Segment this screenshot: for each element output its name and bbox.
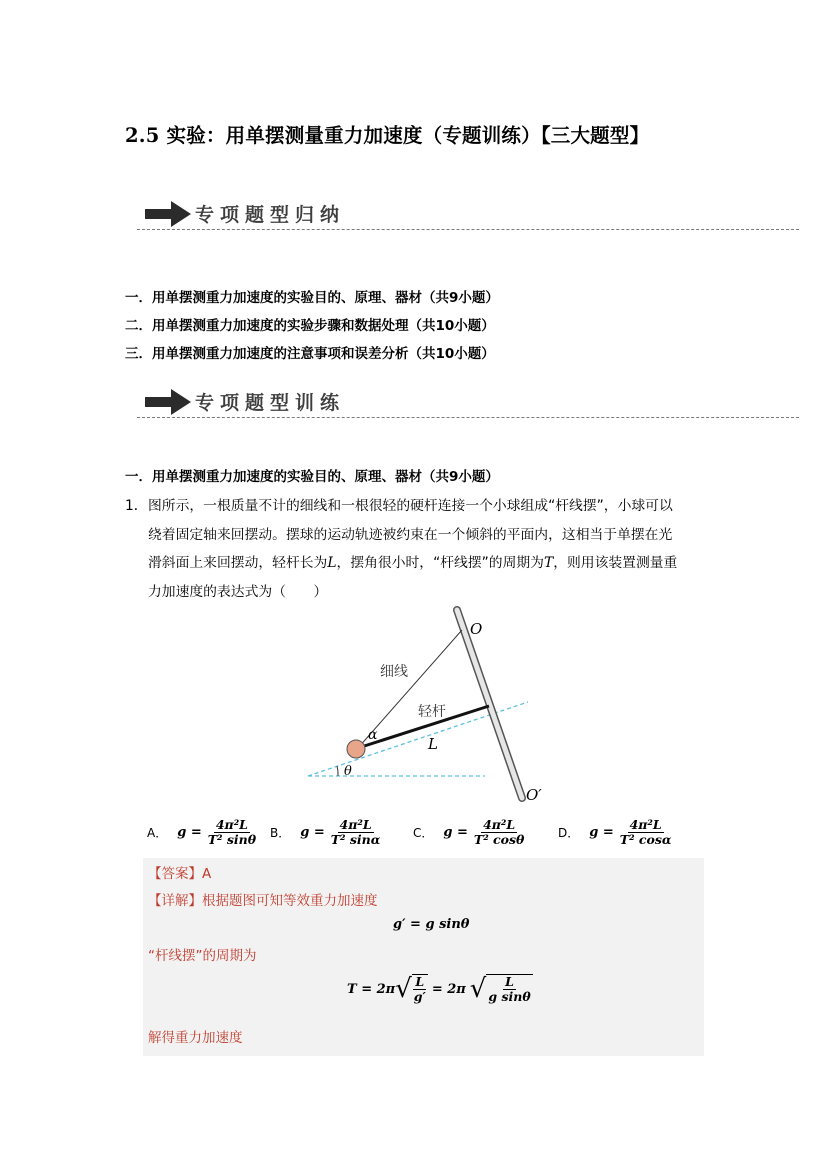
label-O-prime: O′: [526, 786, 542, 804]
option-C[interactable]: C． g = $\frac{\text{4π²L}}{\text{T² cosθ}}$: [413, 817, 525, 847]
option-B[interactable]: B． g = $\frac{\text{4π²L}}{\text{T² sinα}}$: [270, 817, 381, 847]
banner-training-label: 专项题型训练: [195, 392, 346, 414]
period-line: “杆线摆”的周期为: [148, 948, 257, 964]
section-heading: 一．用单摆测重力加速度的实验目的、原理、器材（共9小题）: [125, 469, 499, 485]
answer-line: 【答案】A: [148, 866, 212, 882]
question-line-3: 滑斜面上来回摆动，轻杆长为L，摆角很小时，“杆线摆”的周期为T，则用该装置测量重: [148, 555, 678, 571]
label-theta: θ: [344, 764, 352, 779]
pendulum-figure: [300, 600, 560, 810]
question-1: [125, 492, 715, 606]
section-banner-training: [137, 384, 799, 424]
toc-item-3[interactable]: 三．用单摆测重力加速度的注意事项和误差分析（共10小题）: [125, 346, 495, 362]
question-line-1: 图所示，一根质量不计的细线和一根很轻的硬杆连接一个小球组成“杆线摆”，小球可以: [148, 498, 673, 514]
detail-line: 【详解】根据题图可知等效重力加速度: [148, 893, 378, 909]
label-rod: 轻杆: [418, 704, 446, 720]
label-thread: 细线: [380, 664, 408, 680]
label-O: O: [470, 620, 483, 638]
arrow-icon: [145, 201, 191, 227]
page-title: 2.5 实验：用单摆测量重力加速度（专题训练）【三大题型】: [125, 124, 650, 147]
toc-item-2[interactable]: 二．用单摆测重力加速度的实验步骤和数据处理（共10小题）: [125, 318, 495, 334]
arrow-icon: [145, 389, 191, 415]
toc-item-1[interactable]: 一．用单摆测重力加速度的实验目的、原理、器材（共9小题）: [125, 290, 499, 306]
question-line-2: 绕着固定轴来回摆动。摆球的运动轨迹被约束在一个倾斜的平面内，这相当于单摆在光: [148, 526, 673, 543]
section-banner-summary: [137, 196, 799, 236]
option-A[interactable]: A． g = $\frac{\text{4π²L}}{\text{T² sinθ}}$: [147, 817, 257, 847]
result-line: 解得重力加速度: [148, 1030, 243, 1046]
banner-divider: [137, 417, 799, 418]
banner-divider: [137, 229, 799, 230]
equation-period: T = 2π √ $\frac{L}{g'}$ = 2π √ $\frac{L}{\text{g sinθ}}$: [347, 974, 531, 1004]
question-number: 1．: [125, 498, 148, 514]
label-alpha: α: [368, 727, 378, 743]
option-D[interactable]: D． g = $\frac{\text{4π²L}}{\text{T² cosα}}$: [558, 817, 672, 847]
pendulum-ball: [347, 740, 365, 758]
label-L: L: [428, 735, 438, 753]
equation-effective-g: g′ = g sinθ: [393, 917, 470, 932]
answer-section: [143, 858, 704, 1056]
banner-summary-label: 专项题型归纳: [195, 204, 346, 226]
question-line-4: 力加速度的表达式为（ ）: [148, 583, 328, 600]
